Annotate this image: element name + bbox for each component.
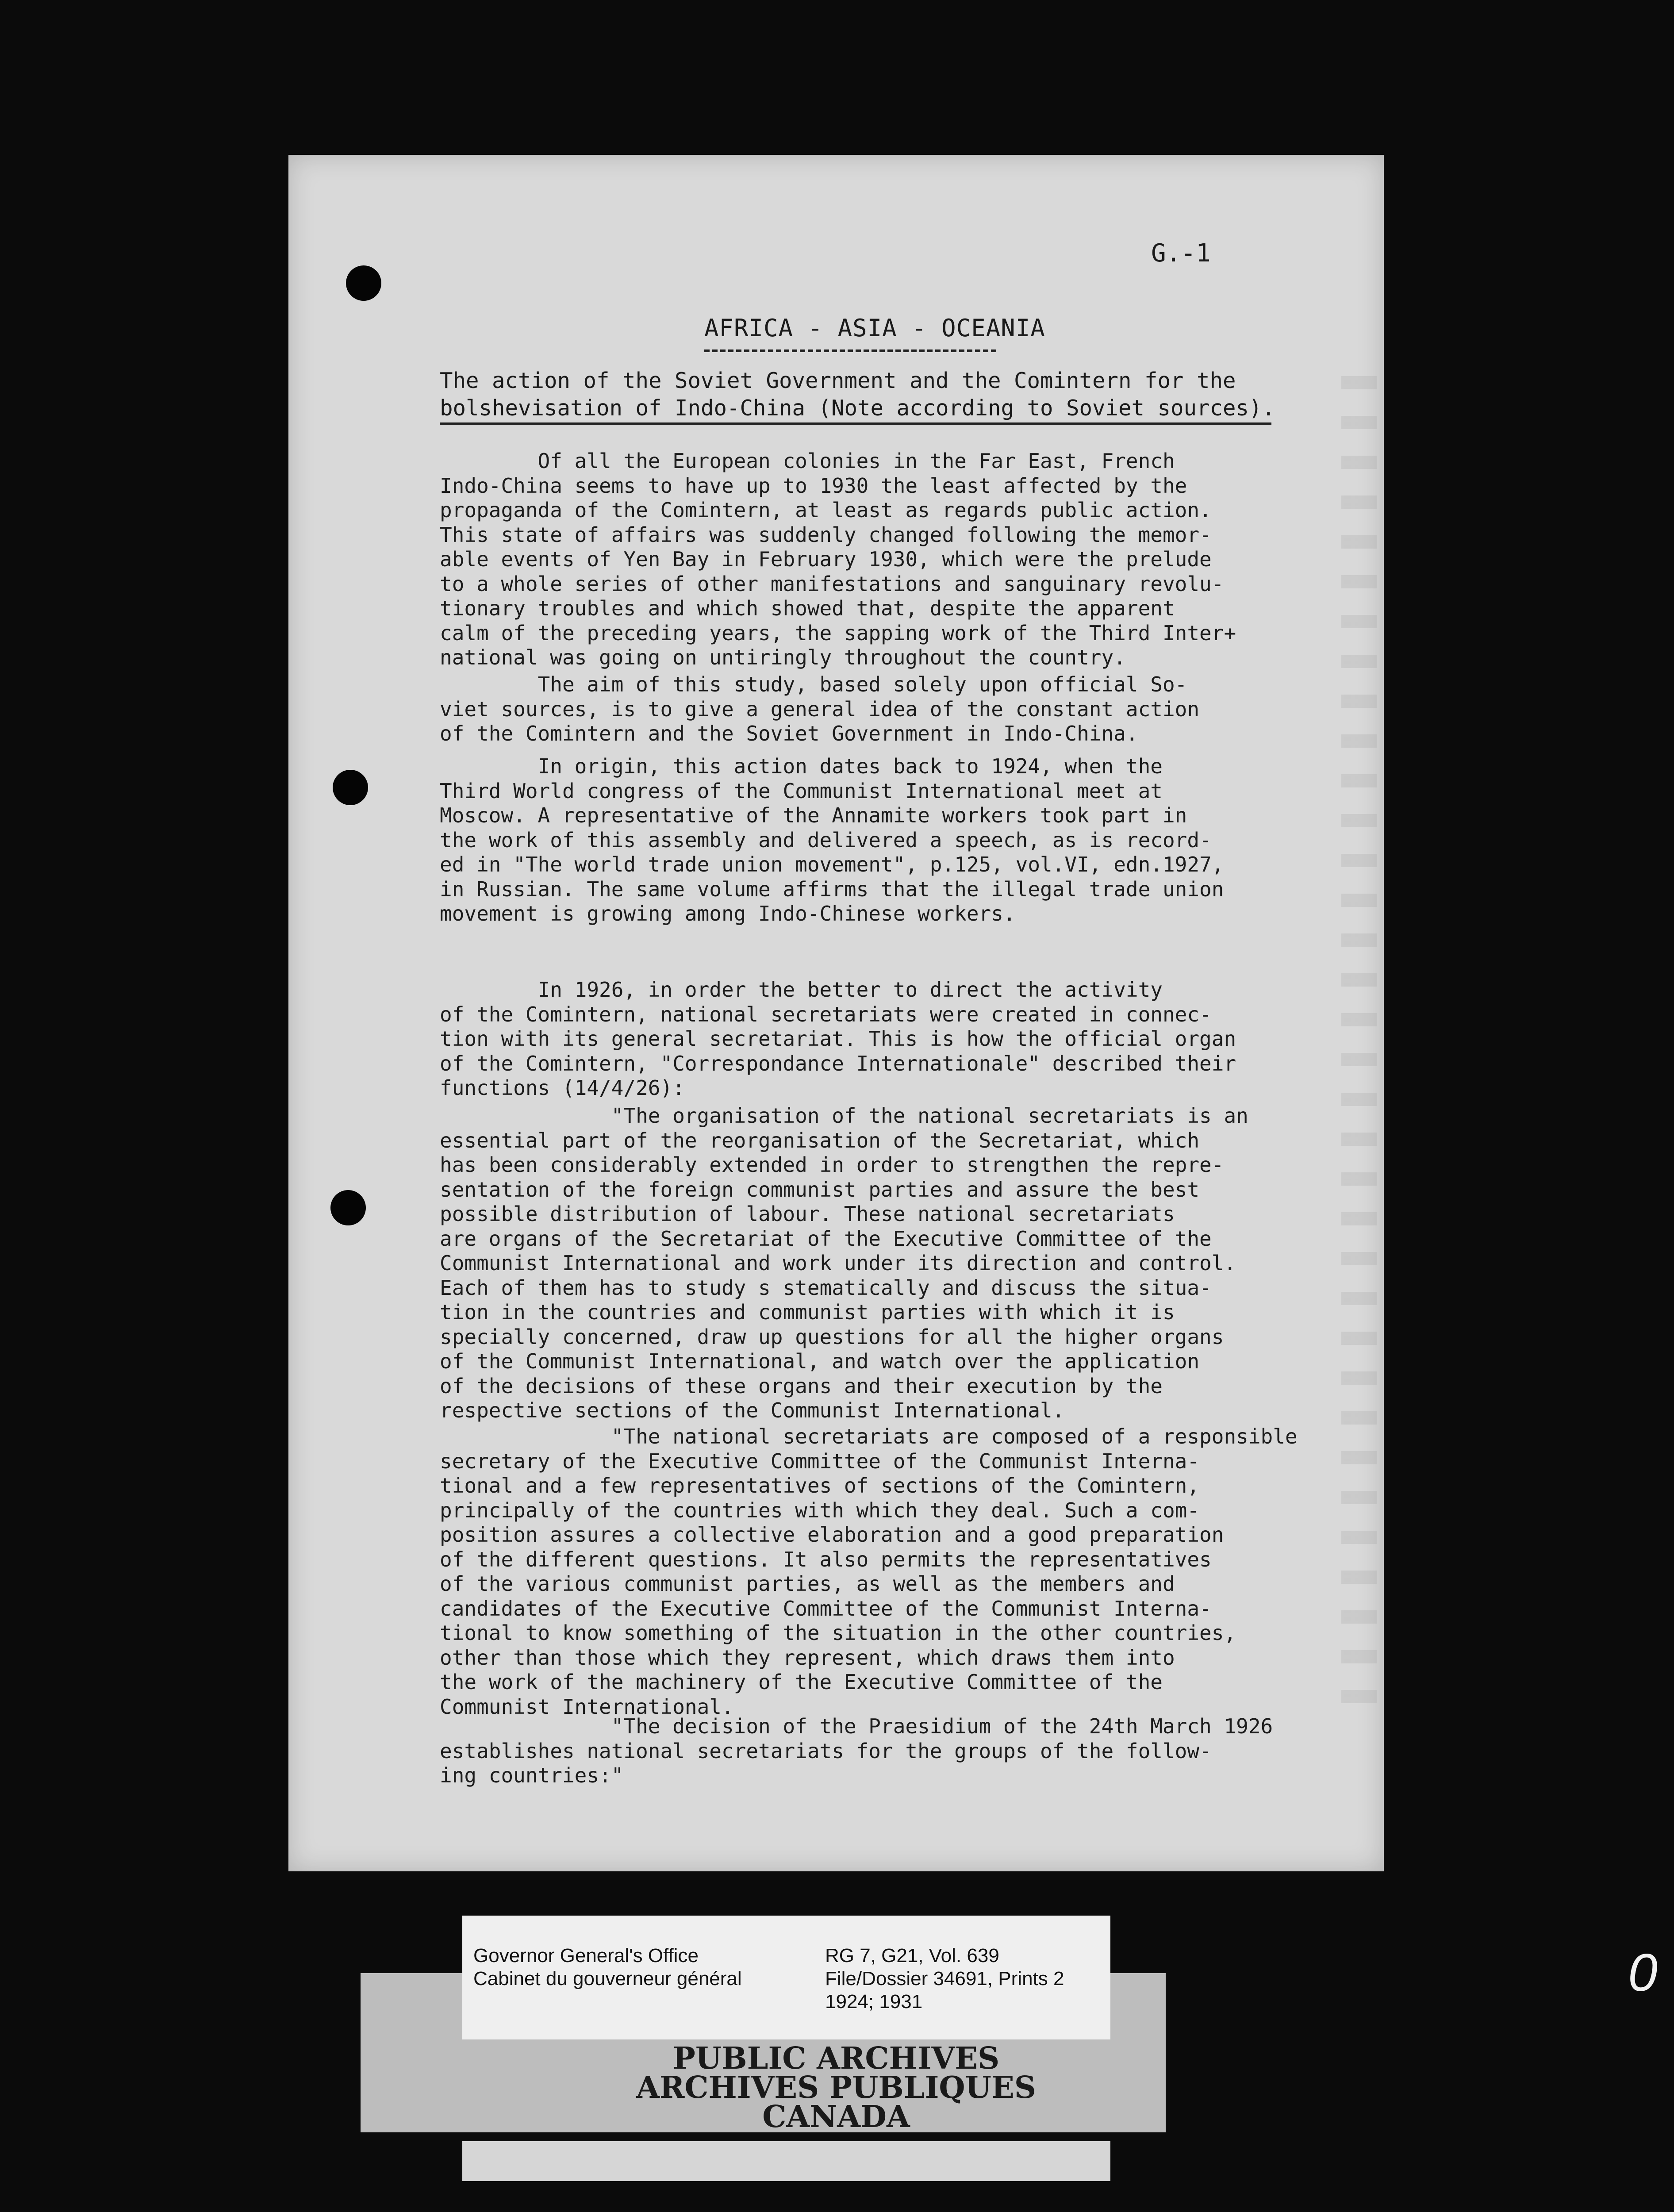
frame-marker: 0 (1628, 1943, 1658, 2002)
quoted-paragraph: "The organisation of the national secretariats is an essential part of the reorganisation of the Secretariat, which has been considerably extended in order to strengthen the repre- sentation of the foreign communist parties and assure the best possible distribution of labour. These national secretariats are organs of the Secretariat of the Executive Committee of the Communist International and work under its direction and control. Each of them has to study s stematically and discuss the situa- tion in the countries and communist parties with which it is specially concerned, draw up questions for all the higher organs of the Communist International, and watch over the application of the decisions of these organs and their execution by the respective sections of the Communist International. (440, 1104, 1248, 1422)
paragraph: Of all the European colonies in the Far East, French Indo-China seems to have up to 1930 the least affected by the propaganda of the Comintern, at least as regards public action. This state of affairs was suddenly changed following the memor- able events of Yen Bay in February 1930, which were the prelude to a whole series of other manifestations and sanguinary revolu- tionary troubles and which showed that, despite the apparent calm of the preceding years, the sapping work of the Third Inter+ national was going on untiringly throughout the country. (440, 449, 1236, 669)
office-name-fr: Cabinet du gouverneur général (473, 1968, 742, 1989)
record-group: RG 7, G21, Vol. 639 (825, 1945, 999, 1966)
stamp-line-country: CANADA (762, 2099, 910, 2135)
document-subtitle: The action of the Soviet Government and the Comintern for the bolshevisation of Indo-China (Note according to Soviet sources). (440, 368, 1275, 421)
typed-document-page (288, 155, 1384, 1871)
page-number: G.-1 (1151, 239, 1211, 268)
punch-hole-bottom (330, 1190, 366, 1225)
office-name-en: Governor General's Office (473, 1945, 699, 1966)
stamp-line-fr: ARCHIVES PUBLIQUES (636, 2070, 1036, 2105)
paragraph: In origin, this action dates back to 1924, when the Third World congress of the Communist International meet at Moscow. A representative of the Annamite workers took part in the work of this assembly and delivered a speech, as is record- ed in "The world trade union movement", p.125, vol.VI, edn.1927, in Russian. The same volume affirms that the illegal trade union movement is growing among Indo-Chinese workers. (440, 754, 1224, 926)
document-heading: AFRICA - ASIA - OCEANIA (704, 314, 1045, 342)
punch-hole-top (346, 265, 381, 301)
stamp-line-en: PUBLIC ARCHIVES (672, 2041, 1000, 2076)
label-bottom-strip (462, 2141, 1110, 2181)
quoted-paragraph: "The decision of the Praesidium of the 24th March 1926 establishes national secretariats for the groups of the follow- ing countries:" (440, 1714, 1273, 1787)
subtitle-underline (440, 422, 1271, 425)
paragraph: In 1926, in order the better to direct the activity of the Comintern, national secretariats were created in connec- tion with its general secretariat. This is how the official organ of the Comintern, "Correspondance Internationale" described their functions (14/4/26): (440, 978, 1236, 1100)
date-range: 1924; 1931 (825, 1991, 923, 2012)
archive-reference-label (825, 1944, 1064, 2013)
punch-hole-middle (333, 770, 368, 805)
archive-office-label (473, 1944, 742, 1990)
public-archives-stamp (460, 2041, 1212, 2135)
file-dossier: File/Dossier 34691, Prints 2 (825, 1968, 1064, 1989)
quoted-paragraph: "The national secretariats are composed of a responsible secretary of the Executive Committee of the Communist Interna- tional and a few representatives of sections of the Comintern, principally of the countries with which they deal. Such a com- position assures a collective elaboration and a good preparation of the different questions. It also permits the representatives of the various communist parties, as well as the members and candidates of the Executive Committee of the Communist Interna- tional to know something of the situation in the other countries, other than those which they represent, which draws them into the work of the machinery of the Executive Committee of the Communist International. (440, 1425, 1298, 1719)
paragraph: The aim of this study, based solely upon official So- viet sources, is to give a general idea of the constant action of the Comintern and the Soviet Government in Indo-China. (440, 672, 1200, 745)
heading-underline (704, 349, 996, 352)
